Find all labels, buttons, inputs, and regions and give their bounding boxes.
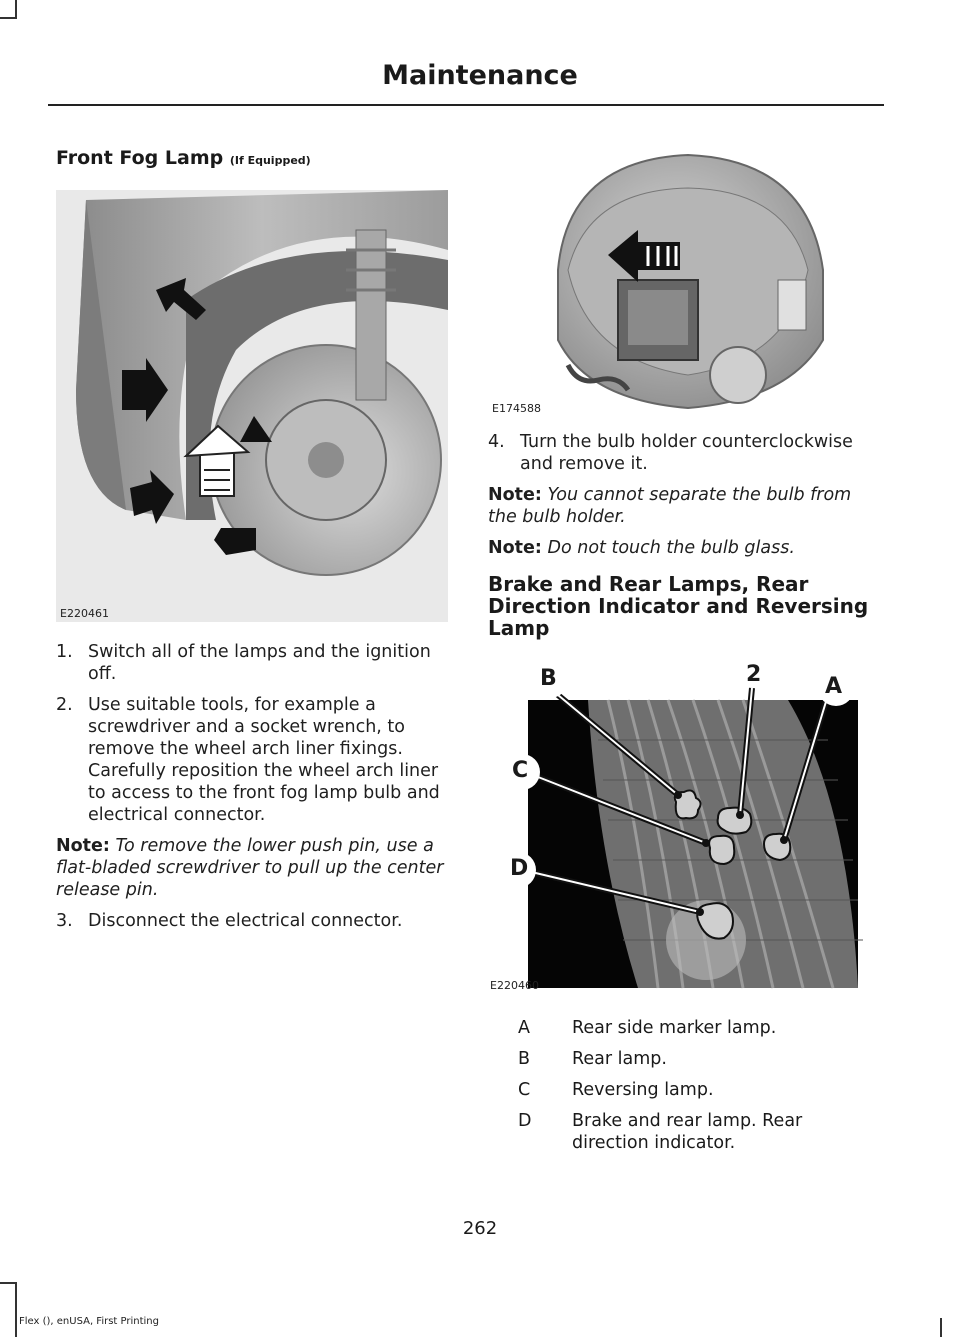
page-header-title: Maintenance	[382, 60, 578, 91]
step-text: Use suitable tools, for example a screwdriver and a socket wrench, to remove the wheel arch liner fixings. Carefully reposition the wheel arch liner to access to the front fog lamp bulb and electrical connector.	[88, 695, 440, 825]
step-item	[56, 641, 448, 685]
footer-text: Flex (), enUSA, First Printing	[19, 1316, 159, 1327]
note	[488, 484, 880, 528]
callout-label-2: 2	[746, 662, 762, 687]
crop-mark	[15, 0, 17, 18]
legend-value: Reversing lamp.	[572, 1080, 714, 1100]
wheel-arch-illustration	[56, 190, 448, 622]
note-text: You cannot separate the bulb from the bulb holder.	[488, 485, 852, 527]
section-title-rear-lamps: Brake and Rear Lamps, Rear Direction Indicator and Reversing Lamp	[488, 572, 869, 640]
section-title-fog-lamp	[56, 147, 311, 169]
figure-code-1: E220461	[60, 607, 109, 620]
crop-mark	[0, 1282, 17, 1284]
step-number: 2.	[56, 695, 73, 715]
step-text: Disconnect the electrical connector.	[88, 911, 403, 931]
step-item	[56, 694, 448, 826]
note-text: Do not touch the bulb glass.	[547, 538, 795, 558]
legend-key: C	[518, 1080, 531, 1100]
note	[56, 835, 448, 901]
crop-mark	[15, 1282, 17, 1337]
crop-mark	[0, 17, 17, 19]
legend-value: Rear lamp.	[572, 1049, 667, 1069]
bulb-holder-illustration	[488, 150, 878, 415]
step-text: Turn the bulb holder counterclockwise and remove it.	[520, 432, 853, 474]
note-label: Note:	[488, 538, 542, 558]
figure-code-3: E220460	[490, 979, 539, 992]
step-item	[488, 431, 880, 475]
section-title-qualifier: (If Equipped)	[229, 154, 311, 167]
step-text: Switch all of the lamps and the ignition off.	[88, 642, 431, 684]
steps-column-left	[56, 641, 448, 932]
note-text: To remove the lower push pin, use a flat-bladed screwdriver to pull up the center release pin.	[56, 836, 444, 900]
section-title-text: Front Fog Lamp	[56, 147, 224, 169]
step-number: 1.	[56, 642, 73, 662]
callout-label-b: B	[540, 666, 557, 691]
legend-key: B	[518, 1049, 531, 1069]
legend-value: Brake and rear lamp. Rear direction indicator.	[572, 1111, 803, 1153]
steps-column-right	[488, 431, 880, 559]
legend-list	[518, 1017, 848, 1157]
figure-wheel-arch-liner	[56, 190, 448, 622]
callout-label-d: D	[510, 856, 529, 881]
step-number: 4.	[488, 432, 505, 452]
figure-rear-lamp	[488, 660, 880, 990]
crop-mark	[940, 1318, 942, 1337]
callout-label-c: C	[512, 758, 529, 783]
legend-key: A	[518, 1018, 530, 1038]
step-number: 3.	[56, 911, 73, 931]
rear-lamp-illustration	[488, 660, 880, 990]
figure-code-2: E174588	[492, 402, 541, 415]
legend-value: Rear side marker lamp.	[572, 1018, 777, 1038]
legend-key: D	[518, 1111, 532, 1131]
figure-bulb-holder	[488, 150, 878, 415]
note	[488, 537, 880, 559]
note-label: Note:	[488, 485, 542, 505]
header-rule	[48, 104, 884, 106]
step-item	[56, 910, 448, 932]
note-label: Note:	[56, 836, 110, 856]
page-number: 262	[462, 1218, 498, 1239]
callout-label-a: A	[825, 674, 843, 699]
